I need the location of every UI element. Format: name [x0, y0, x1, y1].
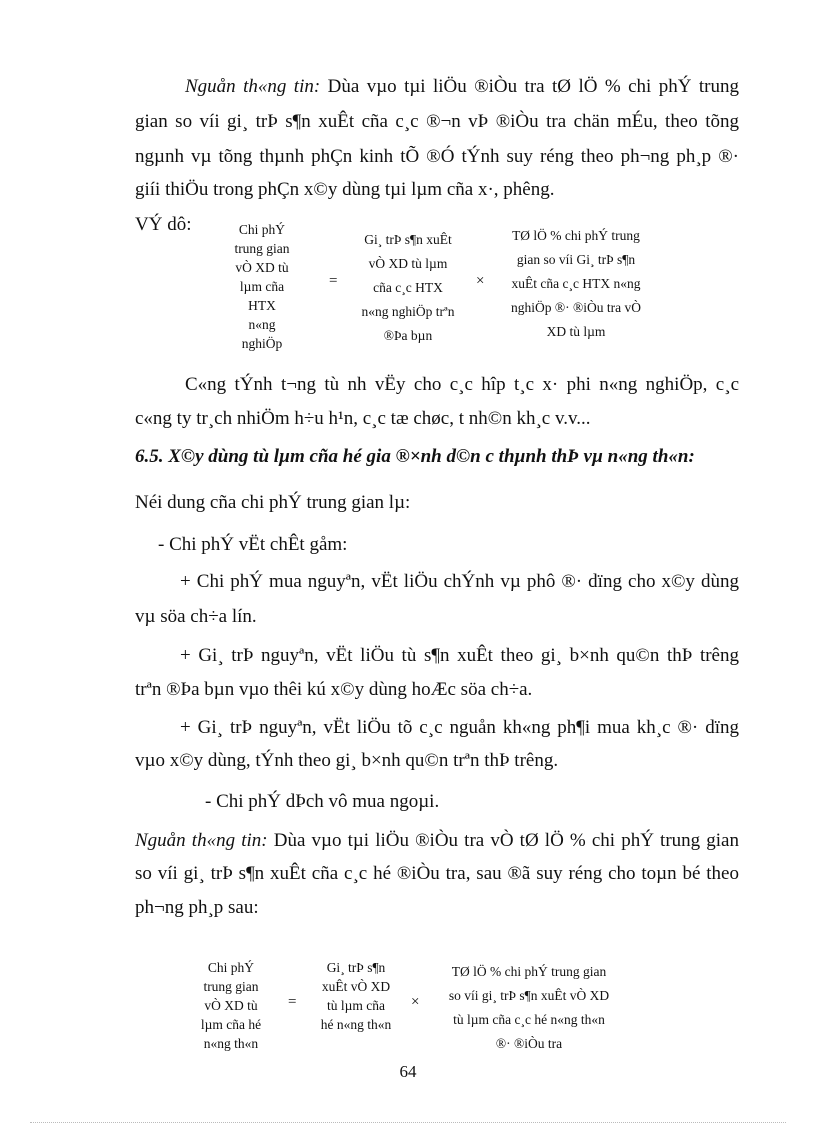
para4-line1: [135, 829, 739, 853]
para4-line1-text: Dùa vµo tµi liÖu ®iÒu tra vÒ tØ lÖ % chi phÝ trung gian: [273, 830, 739, 851]
f1-left-line: lµm cña: [239, 279, 285, 294]
f1-right-line: nghiÖp ®· ®iÒu tra vÒ: [511, 300, 641, 315]
f1-mid-line: Gi¸ trÞ s¶n xuÊt: [364, 232, 452, 247]
f1-left-line: HTX: [248, 298, 276, 313]
formula1-middle: [352, 228, 464, 346]
f2-mid-line: tù lµm cña: [326, 998, 385, 1013]
f1-left-line: vÒ XD tù: [235, 260, 289, 275]
formula1-left: [222, 220, 302, 351]
f2-right-line: so víi gi¸ trÞ s¶n xuÊt vÒ XD: [448, 988, 610, 1003]
para4-line3: ph¬ng ph¸p sau:: [135, 897, 259, 918]
f1-left-line: Chi phÝ: [238, 222, 286, 237]
item2-line2: trªn ®Þa bµn vµo thêi kú x©y dùng hoÆc söa ch÷a.: [135, 679, 533, 700]
para1-line4: giíi thiÖu trong phÇn x©y dùng tµi lµm cña x·, phêng.: [135, 179, 555, 200]
para2-line1: C«ng tÝnh t¬ng tù nh vËy cho c¸c hîp t¸c x· phi n«ng nghiÖp, c¸c: [185, 374, 739, 395]
para2-line2: c«ng ty tr¸ch nhiÖm h÷u h¹n, c¸c tæ chøc, t nh©n kh¸c v.v...: [135, 408, 591, 429]
para1-line1: [135, 75, 739, 99]
f2-mid-line: hé n«ng th«n: [320, 1017, 392, 1032]
source-label: Nguån th«ng tin:: [135, 830, 268, 851]
example-label: VÝ dô:: [135, 214, 192, 235]
item3-line1: + Gi¸ trÞ nguyªn, vËt liÖu tõ c¸c nguån kh«ng ph¶i mua kh¸c ®· dïng: [180, 717, 739, 738]
item2-line1: + Gi¸ trÞ nguyªn, vËt liÖu tù s¶n xuÊt theo gi¸ b×nh qu©n thÞ trêng: [180, 645, 739, 666]
times-sign: ×: [411, 994, 420, 1010]
f2-mid-line: xuÊt vÒ XD: [321, 979, 391, 994]
f1-mid-line: cña c¸c HTX: [373, 280, 443, 295]
f1-right-line: XD tù lµm: [546, 324, 606, 339]
f2-left-line: lµm cña hé: [200, 1017, 262, 1032]
f1-mid-line: ®Þa bµn: [383, 328, 433, 343]
formula1-right: [496, 224, 656, 342]
f2-left-line: n«ng th«n: [203, 1036, 259, 1051]
equals-sign: =: [329, 273, 338, 289]
f2-left-line: trung gian: [203, 979, 259, 994]
para1-line2: gian so víi gi¸ trÞ s¶n xuÊt cña c¸c ®¬n vÞ ®iÒu tra chän mÉu, theo tõng: [135, 111, 739, 132]
f1-left-line: nghiÖp: [241, 336, 283, 351]
formula2-left: [188, 958, 274, 1051]
para4-line2: so víi gi¸ trÞ s¶n xuÊt cña c¸c hé ®iÒu tra, sau ®ã suy réng cho toµn bé theo: [135, 863, 739, 884]
f1-left-line: trung gian: [234, 241, 290, 256]
f2-left-line: Chi phÝ: [207, 960, 255, 975]
para3: Néi dung cña chi phÝ trung gian lµ:: [135, 492, 411, 513]
formula2-right: [426, 960, 632, 1056]
f1-left-line: n«ng: [248, 317, 276, 332]
bullet-service-cost: - Chi phÝ dÞch vô mua ngoµi.: [205, 791, 440, 812]
equals-sign: =: [288, 994, 297, 1010]
item1-line2: vµ söa ch÷a lín.: [135, 606, 257, 627]
para1-line1-text: Dùa vµo tµi liÖu ®iÒu tra tØ lÖ % chi phÝ trung: [327, 76, 740, 97]
f2-left-line: vÒ XD tù: [204, 998, 258, 1013]
f1-mid-line: vÒ XD tù lµm: [368, 256, 448, 271]
item3-line2: vµo x©y dùng, tÝnh theo gi¸ b×nh qu©n trªn thÞ trêng.: [135, 750, 559, 771]
item1-line1: + Chi phÝ mua nguyªn, vËt liÖu chÝnh vµ phô ®· dïng cho x©y dùng: [180, 571, 739, 592]
f2-mid-line: Gi¸ trÞ s¶n: [326, 960, 386, 975]
page-number: 64: [399, 1062, 417, 1081]
bullet-material-cost: - Chi phÝ vËt chÊt gåm:: [158, 534, 348, 555]
f1-right-line: xuÊt cña c¸c HTX n«ng: [511, 276, 641, 291]
formula2-middle: [308, 958, 404, 1038]
f1-right-line: gian so víi Gi¸ trÞ s¶n: [516, 252, 636, 267]
f2-right-line: TØ lÖ % chi phÝ trung gian: [451, 964, 607, 979]
times-sign: ×: [476, 273, 485, 289]
section-heading: 6.5. X©y dùng tù lµm cña hé gia ®×nh d©n c thµnh thÞ vµ n«ng th«n:: [135, 446, 695, 467]
source-label: Nguån th«ng tin:: [185, 76, 321, 97]
f2-right-line: ®· ®iÒu tra: [495, 1036, 563, 1051]
f2-right-line: tù lµm cña c¸c hé n«ng th«n: [453, 1012, 605, 1027]
f1-right-line: TØ lÖ % chi phÝ trung: [512, 228, 640, 243]
para1-line3: ngµnh vµ tõng thµnh phÇn kinh tÕ ®Ó tÝnh suy réng theo ph¬ng ph¸p ®·: [135, 146, 739, 167]
f1-mid-line: n«ng nghiÖp trªn: [361, 304, 455, 319]
